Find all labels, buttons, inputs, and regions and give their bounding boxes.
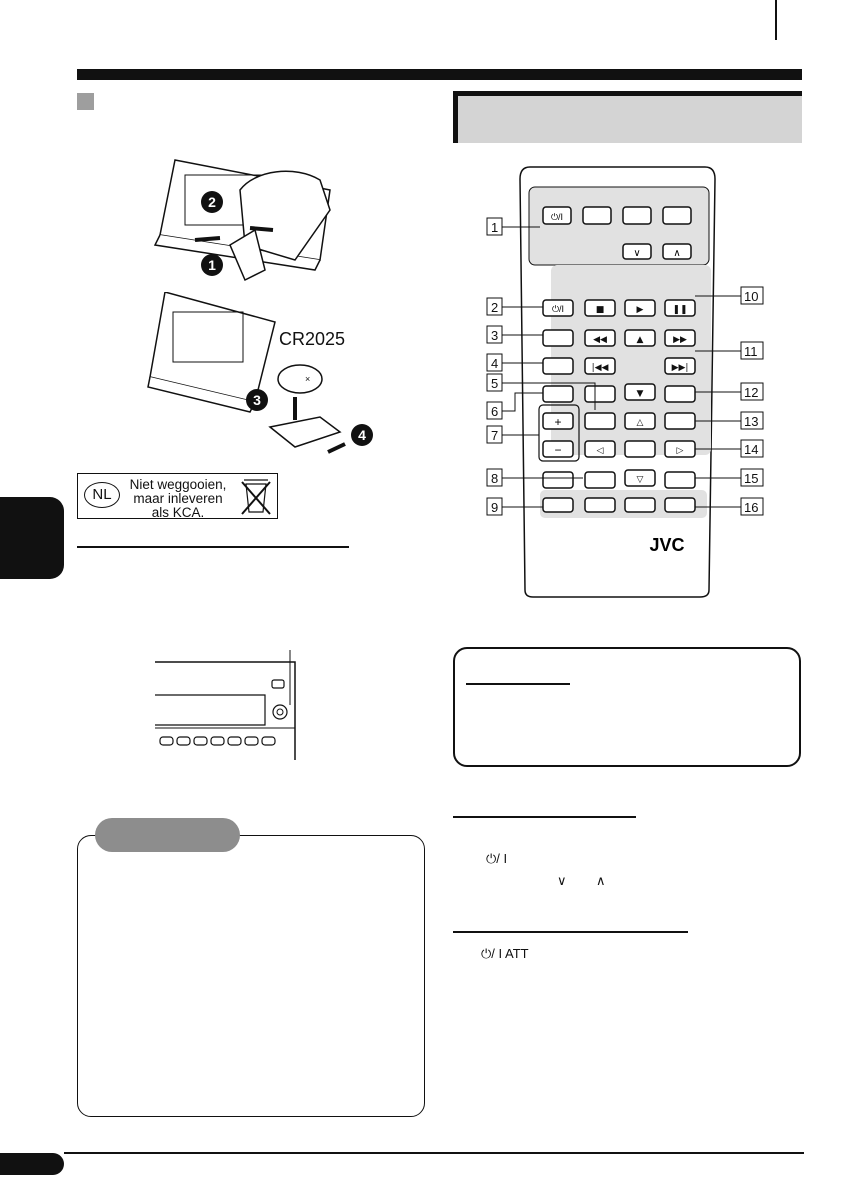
note-box-heading-underline <box>466 683 570 685</box>
power-symbol-text: ⏻/ I <box>486 851 508 866</box>
svg-text:8: 8 <box>491 471 499 486</box>
svg-text:∨: ∨ <box>633 248 641 259</box>
svg-text:13: 13 <box>744 414 759 429</box>
svg-text:▽: ▽ <box>636 475 644 485</box>
svg-text:▷: ▷ <box>676 446 684 456</box>
svg-text:⏻/I: ⏻/I <box>551 304 565 314</box>
footer-rule <box>64 1152 804 1154</box>
svg-text:▶▶|: ▶▶| <box>671 363 689 373</box>
svg-text:▲: ▲ <box>636 335 644 345</box>
svg-text:2: 2 <box>208 194 216 210</box>
svg-text:▶▶: ▶▶ <box>673 335 687 345</box>
svg-text:△: △ <box>636 418 644 428</box>
section-marker-square <box>77 93 94 110</box>
subsection-underline-2 <box>453 931 688 933</box>
up-symbol-text: ∧ <box>596 873 606 888</box>
svg-text:3: 3 <box>253 392 261 408</box>
svg-text:4: 4 <box>491 356 499 371</box>
svg-text:3: 3 <box>491 328 499 343</box>
svg-text:×: × <box>305 374 311 384</box>
corner-crop-mark <box>775 0 777 40</box>
svg-text:⏻/I: ⏻/I <box>550 212 564 222</box>
remote-section-header <box>453 91 802 143</box>
head-unit-reset-illustration <box>150 650 310 765</box>
svg-text:▼: ▼ <box>636 389 644 399</box>
disposal-line-1: Niet weggooien, <box>129 477 227 492</box>
remote-brand-logo: JVC <box>649 535 685 555</box>
svg-text:14: 14 <box>744 442 759 457</box>
svg-text:15: 15 <box>744 471 759 486</box>
svg-text:5: 5 <box>491 376 499 391</box>
subsection-underline-1 <box>453 816 636 818</box>
crossed-bin-icon <box>238 476 274 516</box>
svg-text:−: − <box>554 443 562 457</box>
svg-text:16: 16 <box>744 500 759 515</box>
svg-text:▶: ▶ <box>636 305 644 315</box>
svg-text:◀◀: ◀◀ <box>593 335 607 345</box>
battery-insert-illustration <box>145 292 385 467</box>
att-label: ⏻/ I ATT <box>481 946 529 961</box>
svg-text:9: 9 <box>491 500 499 515</box>
subsection-underline <box>77 546 349 548</box>
svg-text:6: 6 <box>491 404 499 419</box>
remote-callouts <box>485 215 775 520</box>
language-side-tab <box>0 497 64 579</box>
svg-text:+: + <box>554 415 562 429</box>
caution-box-tab <box>95 818 240 852</box>
disposal-line-3: als KCA. <box>151 505 205 520</box>
country-code-badge: NL <box>84 482 120 508</box>
battery-type-label: CR2025 <box>279 329 346 349</box>
battery-open-illustration <box>145 150 335 285</box>
svg-text:❚❚: ❚❚ <box>672 305 688 315</box>
note-box <box>453 647 801 767</box>
svg-text:12: 12 <box>744 385 759 400</box>
disposal-text <box>122 478 234 520</box>
page-number-tab <box>0 1153 64 1175</box>
svg-text:∧: ∧ <box>673 248 681 259</box>
header-rule <box>77 69 802 80</box>
svg-text:◁: ◁ <box>596 446 604 456</box>
svg-text:4: 4 <box>358 427 366 443</box>
svg-text:2: 2 <box>491 300 499 315</box>
svg-text:1: 1 <box>491 220 499 235</box>
disposal-line-2: maar inleveren <box>133 491 223 506</box>
svg-text:10: 10 <box>744 289 759 304</box>
battery-disposal-notice <box>77 473 278 519</box>
svg-text:11: 11 <box>744 344 758 359</box>
svg-text:■: ■ <box>595 305 605 315</box>
svg-text:|◀◀: |◀◀ <box>591 363 609 373</box>
down-symbol-text: ∨ <box>557 873 567 888</box>
svg-text:1: 1 <box>208 257 216 273</box>
svg-text:7: 7 <box>491 428 499 443</box>
caution-box <box>77 835 425 1117</box>
